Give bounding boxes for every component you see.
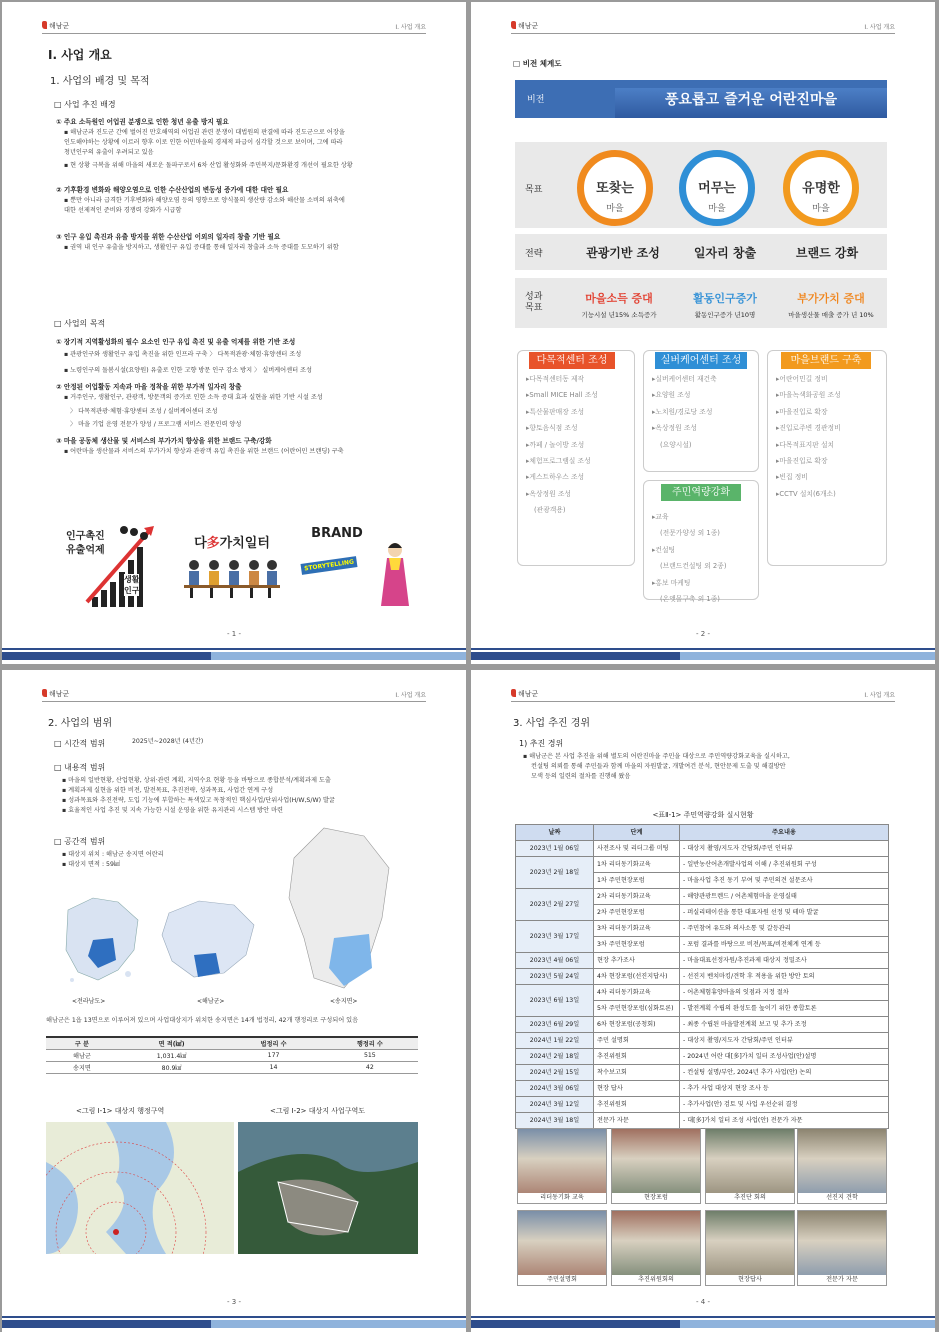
stage-cell: 현장 답사: [594, 1081, 680, 1097]
goal-label: 목표: [525, 185, 543, 195]
page-title: 2. 사업의 범위: [48, 718, 113, 729]
vision-band: [515, 80, 887, 118]
page-title: □ 비전 체계도: [513, 59, 562, 68]
content-cell: - 대[多]가치 일터 조성 사업(안) 전문가 자문: [680, 1113, 889, 1129]
content-cell: - 대상지 촬영/지도자 간담회/주민 인터뷰: [680, 1033, 889, 1049]
text: ▪ 노령인구의 돌봄시설(요양원) 유출로 인한 고향 방문 인구 감소 방지 〉 실버케어센터 조성: [64, 367, 313, 374]
page-header: [42, 688, 426, 702]
content-cell: - 선진지 벤치마킹/견학 후 적용을 위한 방안 토의: [680, 969, 889, 985]
page-1: [2, 2, 466, 664]
result-label: 성과: [525, 292, 543, 302]
content-cell: - 추가 사업 대상지 현장 조사 등: [680, 1081, 889, 1097]
list-item: (관광객용): [534, 506, 566, 515]
list-item: ▸CCTV 설치(6개소): [776, 489, 836, 498]
content-cell: - 발전계획 수립의 완성도를 높이기 위한 종합토론: [680, 1001, 889, 1017]
result-band: [515, 278, 887, 328]
photo-caption: 추진위원회의: [612, 1275, 700, 1285]
text: ▪ 관광인구와 생활인구 유입 촉진을 위한 인프라 구축 〉 다목적관광·체험·휴양센터 조성: [64, 351, 302, 358]
photo-caption: 현장포럼: [612, 1193, 700, 1203]
text: 컨설팅 의뢰를 통해 주민들과 함께 마을의 자원발굴, 개발여건 분석, 현안문제 도출 및 해결방안: [531, 763, 786, 770]
photo: [797, 1128, 887, 1204]
stage-cell: 1차 주민현장포럼: [594, 873, 680, 889]
list-item: ▸빈집 정비: [776, 473, 808, 482]
stage-cell: 6차 현장포럼(공청회): [594, 1017, 680, 1033]
content-cell: - 2024년 어란 대[多]가치 일터 조성사업(안)설명: [680, 1049, 889, 1065]
table-row: [516, 1065, 889, 1081]
list-item: ▸컨설팅: [652, 545, 676, 554]
content-cell: - 어촌체험휴양마을의 잇점과 지정 절차: [680, 985, 889, 1001]
list-item: (요양시설): [660, 440, 692, 449]
list-item: (브랜드컨설팅 외 2종): [660, 562, 727, 571]
list-item: ▸다목적표지판 설치: [776, 440, 835, 449]
date-cell: 2023년 2월 18일: [516, 857, 594, 889]
section-label: Ⅰ. 사업 개요: [864, 24, 895, 31]
map-caption: <전라남도>: [72, 998, 106, 1005]
logo: [42, 21, 69, 31]
bullet: ③ 인구 유입 촉진과 유출 방지를 위한 수산산업 이외의 일자리 창출 기반 필요: [56, 233, 281, 241]
page-2: [471, 2, 935, 664]
stage-cell: 4차 현장포럼(선진지답사): [594, 969, 680, 985]
img-label: 유출억제: [66, 545, 105, 556]
photo: [517, 1210, 607, 1286]
goal-title: 머무는: [698, 181, 736, 196]
page-title: Ⅰ. 사업 개요: [48, 48, 112, 62]
bullet: ② 안정된 어업활동 지속과 마을 정착을 위한 부가적 일자리 창출: [56, 383, 242, 391]
table-row: [516, 841, 889, 857]
page-header: [511, 20, 895, 34]
tag-1: 다목적센터 조성: [529, 352, 615, 369]
img-label: 다: [194, 536, 207, 551]
footer-bar: [471, 652, 935, 660]
table-row: [46, 1049, 418, 1061]
date-cell: 2023년 6월 13일: [516, 985, 594, 1017]
list-item: ▸다목적센터동 제작: [526, 375, 585, 383]
section-label: Ⅰ. 사업 개요: [395, 692, 426, 699]
history-table: [515, 824, 889, 1129]
list-item: ▸진입로주변 경관정비: [776, 424, 841, 433]
list-item: (전문가양성 외 1종): [660, 529, 720, 538]
list-item: ▸실버케어센터 재건축: [652, 375, 717, 383]
area: ▪ 대상지 면적 : 59㎢: [62, 861, 121, 868]
list-item: ▸옥상정원 조성: [526, 489, 571, 498]
text: 모색 등의 일련의 절차를 진행해 왔음: [531, 773, 631, 780]
stage-cell: 착수보고회: [594, 1065, 680, 1081]
content-cell: - 해양관광트렌드 / 어촌체험마을 운영실태: [680, 889, 889, 905]
table-row: [516, 1049, 889, 1065]
figure-caption: <그림 Ⅰ-1> 대상지 행정구역: [76, 1107, 165, 1115]
date-cell: 2024년 2월 15일: [516, 1065, 594, 1081]
stage-cell: 주민 설명회: [594, 1033, 680, 1049]
table-row: [516, 857, 889, 873]
list-item: ▸옥상정원 조성: [652, 424, 697, 433]
content-cell: - 추가사업(안) 검토 및 사업 우선순위 결정: [680, 1097, 889, 1113]
text: ▪ 효율적인 사업 추진 및 지속 가능한 시설 운영을 위한 유지관리 시스템 방안 마련: [62, 807, 284, 814]
table-header: [516, 825, 889, 841]
logo-icon: [42, 689, 47, 697]
date-cell: 2023년 2월 27일: [516, 889, 594, 921]
goal-sub: 마을: [812, 204, 830, 214]
text: 〉 다목적관광·체험·휴양센터 조성 / 실버케어센터 조성: [70, 408, 218, 415]
stage-cell: 추진위원회: [594, 1097, 680, 1113]
date-cell: 2023년 3월 17일: [516, 921, 594, 953]
footer-bar: [2, 1320, 466, 1328]
img-label: BRAND: [311, 526, 363, 541]
table-row: [516, 889, 889, 905]
list-item: ▸노치원/경로당 조성: [652, 407, 713, 416]
text: ▪ 마을의 일반현황, 산업현황, 상위·관련 계획, 지역수요 현황 등을 바탕으로 종합분석/계획과제 도출: [62, 777, 331, 784]
table-row: [516, 1033, 889, 1049]
project-column-3: [767, 350, 887, 566]
list-item: ▸마을진입로 확장: [776, 407, 828, 416]
stage-cell: 4차 리더동기화교육: [594, 985, 680, 1001]
list-item: ▸마을진입로 확장: [776, 457, 828, 466]
date-cell: 2024년 3월 12일: [516, 1097, 594, 1113]
heading-content: □ 내용적 범위: [54, 763, 106, 772]
subtitle: 1) 추진 경위: [519, 739, 564, 748]
photo-caption: 전문가 자문: [798, 1275, 886, 1285]
list-item: ▸홍보 마케팅: [652, 578, 691, 587]
brand-illustration: [297, 526, 417, 611]
cell: 177: [225, 1049, 321, 1061]
table-header: [46, 1037, 418, 1049]
goal-1: [577, 150, 653, 226]
img-label: STORYTELLING: [301, 556, 358, 575]
page-number: - 2 -: [696, 630, 710, 638]
hanbok-figure-icon: [297, 526, 417, 611]
table-row: [516, 1097, 889, 1113]
page-header: [42, 20, 426, 34]
img-label: 생활: [124, 575, 140, 584]
bullet: ③ 마을 공동체 생산물 및 서비스의 부가가치 향상을 위한 브랜드 구축/강화: [56, 437, 272, 445]
page-title: 3. 사업 추진 경위: [513, 718, 591, 729]
text: ▪ 계획과제 실현을 위한 비전, 발전목표, 추진전략, 성과목표, 사업간 연계 구성: [62, 787, 274, 794]
result-3: 부가가치 증대: [797, 292, 865, 305]
text: ▪ 권역 내 인구 유출을 방지하고, 생활인구 유입 증대를 통해 일자리 창출과 소득 증대를 도모하기 위함: [64, 244, 339, 251]
heading-purpose: □ 사업의 목적: [54, 319, 106, 328]
content-cell: - 대상지 촬영/지도자 간담회/주민 인터뷰: [680, 841, 889, 857]
goal-title: 또찾는: [596, 181, 634, 196]
stage-cell: 2차 리더동기화교육: [594, 889, 680, 905]
stage-cell: 2차 주민현장포럼: [594, 905, 680, 921]
date-cell: 2023년 5월 24일: [516, 969, 594, 985]
text: 인도해야하는 상황에 이르러 향후 이로 인한 어민마을의 경제적 파급이 심각할 것으로 보이며, 그에 따라: [64, 139, 343, 146]
result-label: 목표: [525, 303, 543, 313]
img-label: 인구촉진: [66, 531, 105, 542]
cell: 14: [225, 1061, 321, 1073]
img-label: 인구: [124, 586, 140, 595]
people-icon: [182, 551, 282, 601]
text: ▪ 해남군은 본 사업 추진을 위해 별도의 어란진마을 주민을 대상으로 주민역량강화교육을 실시하고,: [523, 753, 790, 760]
bullet: ② 기후환경 변화와 해양오염으로 인한 수산산업의 변동성 증가에 대한 대안 필요: [56, 186, 289, 194]
content-cell: - 마을사업 추진 동기 부여 및 주민의견 설문조사: [680, 873, 889, 889]
strategy-3: 브랜드 강화: [795, 246, 859, 260]
content-cell: - 퍼실리테이션을 통한 대표자원 선정 및 테마 발굴: [680, 905, 889, 921]
content-cell: - 컨설팅 설명/부안, 2024년 추가 사업(안) 논의: [680, 1065, 889, 1081]
cell: 80.9㎢: [118, 1061, 226, 1073]
th: 단계: [594, 825, 680, 841]
subtitle: 1. 사업의 배경 및 목적: [50, 76, 150, 87]
goal-3: [783, 150, 859, 226]
cell: 42: [322, 1061, 418, 1073]
strategy-band: [515, 234, 887, 270]
date-cell: 2024년 3월 18일: [516, 1113, 594, 1129]
k2-list: [652, 371, 756, 453]
page-number: - 1 -: [227, 630, 241, 638]
stage-cell: 전문가 자문: [594, 1113, 680, 1129]
text: 대한 선제적인 준비와 경쟁력 강화가 시급함: [64, 207, 182, 214]
result-2: 활동인구증가: [693, 292, 757, 305]
section-label: Ⅰ. 사업 개요: [864, 692, 895, 699]
goal-title: 유명한: [802, 181, 840, 196]
photo-caption: 선진지 견학: [798, 1193, 886, 1203]
heading-space: □ 공간적 범위: [54, 837, 106, 846]
table-row: [516, 1113, 889, 1129]
stage-cell: 사전조사 및 리더그룹 미팅: [594, 841, 680, 857]
photo: [517, 1128, 607, 1204]
table-row: [516, 985, 889, 1001]
photo-caption: 현장답사: [706, 1275, 794, 1285]
aerial-photo-image: [238, 1122, 418, 1254]
list-item: (온앳몰구축 외 1종): [660, 595, 720, 604]
footer-line: [471, 648, 935, 650]
text: ▪ 성과목표와 추진전략, 도입 기능에 부합하는 특색있고 독창적인 핵심사업/단위사업(H/W,S/W) 발굴: [62, 797, 335, 804]
haenam-map-icon: [154, 895, 264, 985]
text: ▪ 해남군과 진도군 간에 벌어진 만호해역의 어업권 관련 분쟁이 대법원의 판결에 따라 진도군으로 어장을: [64, 129, 345, 136]
photo: [797, 1210, 887, 1286]
photo-caption: 추진단 회의: [706, 1193, 794, 1203]
k3-list: [776, 371, 884, 502]
page-number: - 4 -: [696, 1298, 710, 1306]
logo-text: 해남군: [518, 22, 539, 30]
page-header: [511, 688, 895, 702]
th: 주요내용: [680, 825, 889, 841]
cell: 해남군: [46, 1049, 118, 1061]
list-item: ▸체험프로그램실 조성: [526, 457, 591, 466]
section-label: Ⅰ. 사업 개요: [395, 24, 426, 31]
k4-list: [652, 509, 756, 607]
list-item: ▸마을녹색화공원 조성: [776, 391, 841, 400]
tag-2: 실버케어센터 조성: [655, 352, 747, 369]
page-number: - 3 -: [227, 1298, 241, 1306]
stage-cell: 1차 리더동기화교육: [594, 857, 680, 873]
stage-cell: 5차 주민현장포럼(심화토론): [594, 1001, 680, 1017]
songji-map-icon: [274, 818, 404, 998]
footer-bar: [2, 652, 466, 660]
tag-3: 마을브랜드 구축: [781, 352, 871, 369]
area-table: [46, 1036, 418, 1074]
text: ▪ 뿐만 아니라 급격한 기후변화와 해양오염 등의 영향으로 양식물의 생산량 감소와 해산물 소비의 위축에: [64, 197, 345, 204]
footer-line: [2, 648, 466, 650]
bullet: ① 장기적 지역활성화의 필수 요소인 인구 유입 촉진 및 유출 억제를 위한 기반 조성: [56, 338, 296, 346]
strategy-label: 전략: [525, 249, 543, 259]
strategy-1: 관광기반 조성: [586, 246, 660, 260]
vision-text: 풍요롭고 즐거운 어란진마을: [615, 88, 887, 118]
cell: 송지면: [46, 1061, 118, 1073]
goal-sub: 마을: [606, 204, 624, 214]
goal-sub: 마을: [708, 204, 726, 214]
location: ▪ 대상지 위치 : 해남군 송지면 어란리: [62, 851, 164, 858]
photo: [705, 1210, 795, 1286]
content-cell: - 일반농산어촌개발사업의 이해 / 추진위원회 구성: [680, 857, 889, 873]
content-cell: - 주민참여 유도와 의사소통 및 갈등관리: [680, 921, 889, 937]
logo-icon: [42, 21, 47, 29]
list-item: ▸특산물판매장 조성: [526, 407, 585, 416]
stage-cell: 3차 리더동기화교육: [594, 921, 680, 937]
time-range: 2025년~2028년 (4년간): [132, 738, 204, 745]
date-cell: 2023년 6월 29일: [516, 1017, 594, 1033]
tag-4: 주민역량강화: [661, 484, 741, 501]
logo: [511, 21, 538, 31]
photo: [611, 1128, 701, 1204]
date-cell: 2024년 3월 06일: [516, 1081, 594, 1097]
content-cell: - 최종 수립된 마을발전계획 보고 및 추가 조정: [680, 1017, 889, 1033]
photo-caption: 주민설명회: [518, 1275, 606, 1285]
date-cell: 2024년 1월 22일: [516, 1033, 594, 1049]
footer-line: [471, 1316, 935, 1318]
list-item: ▸게스트하우스 조성: [526, 473, 585, 482]
logo-icon: [511, 689, 516, 697]
table-row: [516, 1017, 889, 1033]
th: 구 분: [46, 1037, 118, 1049]
table-row: [516, 953, 889, 969]
list-item: ▸까페 / 놀이방 조성: [526, 440, 585, 449]
logo: [511, 689, 538, 699]
img-label: 가치일터: [219, 536, 270, 551]
logo-text: 해남군: [49, 22, 70, 30]
logo-text: 해남군: [49, 690, 70, 698]
list-item: ▸어란어민길 정비: [776, 375, 828, 383]
th: 행정리 수: [322, 1037, 418, 1049]
stage-cell: 추진위원회: [594, 1049, 680, 1065]
page-3: [2, 670, 466, 1332]
map-caption: <송지면>: [330, 998, 358, 1005]
table-row: [46, 1061, 418, 1073]
jeonnam-map-icon: [58, 890, 148, 990]
figure-caption: <그림 Ⅰ-2> 대상지 사업구역도: [270, 1107, 366, 1115]
logo: [42, 689, 69, 699]
result-2-sub: 활동인구증가 년10명: [694, 311, 756, 319]
text: 청년인구의 유출이 우려되고 있음: [64, 149, 154, 156]
photo: [705, 1128, 795, 1204]
project-column-1: [517, 350, 635, 566]
photo: [611, 1210, 701, 1286]
growth-illustration: [62, 522, 162, 612]
list-item: ▸향토음식점 조성: [526, 424, 578, 433]
table-row: [516, 921, 889, 937]
photo-caption: 리더동기화 교육: [518, 1193, 606, 1203]
page-4: [471, 670, 935, 1332]
result-3-sub: 마을생산물 매출 증가 년 10%: [788, 311, 874, 319]
footer-bar: [471, 1320, 935, 1328]
th: 날짜: [516, 825, 594, 841]
result-1-sub: 기능시설 년15% 소득증가: [581, 311, 657, 319]
heading-background: □ 사업 추진 배경: [54, 100, 116, 109]
date-cell: 2023년 1월 06일: [516, 841, 594, 857]
result-1: 마을소득 증대: [585, 292, 653, 305]
list-item: ▸교육: [652, 513, 669, 521]
th: 법정리 수: [225, 1037, 321, 1049]
content-cell: - 포럼 결과를 바탕으로 비전/목표/비전체계 연계 등: [680, 937, 889, 953]
cell: 515: [322, 1049, 418, 1061]
footer-line: [2, 1316, 466, 1318]
map-caption: <해남군>: [197, 998, 225, 1005]
stage-cell: 3차 주민현장포럼: [594, 937, 680, 953]
admin-map-image: [46, 1122, 234, 1254]
list-item: ▸요양원 조성: [652, 391, 691, 400]
text: ▪ 어란마을 생산물과 서비스의 부가가치 향상과 관광객 유입 촉진을 위한 브랜드 (어란어민 브랜딩) 구축: [64, 448, 344, 455]
table-row: [516, 969, 889, 985]
date-cell: 2023년 4월 06일: [516, 953, 594, 969]
text: 〉 마을 기업 운영 전문가 양성 / 프로그램 서비스 전문인력 양성: [70, 421, 242, 428]
text: ▪ 현 상황 극복을 위해 마을의 새로운 돌파구로서 6차 산업 활성화와 주민복지/문화환경 개선이 필요한 상황: [64, 162, 353, 169]
table-caption: <표Ⅱ-1> 주민역량강화 실시현황: [652, 811, 754, 819]
text: ▪ 거주인구, 생활인구, 관광객, 방문객의 증가로 인한 소득 증대 효과 실현을 위한 기반 시설 조성: [64, 394, 323, 401]
workplace-illustration: [182, 532, 282, 607]
vision-label: 비전: [527, 95, 545, 105]
logo-icon: [511, 21, 516, 29]
table-row: [516, 1081, 889, 1097]
goal-2: [679, 150, 755, 226]
heading-time: □ 시간적 범위: [54, 739, 106, 748]
stage-cell: 현장 추가조사: [594, 953, 680, 969]
img-label: 多: [206, 536, 220, 551]
bullet: ① 주요 소득원인 어업권 분쟁으로 인한 청년 유출 방지 필요: [56, 118, 229, 126]
content-cell: - 마을대표선정자원/추진과제 대상지 정밀조사: [680, 953, 889, 969]
th: 면 적(㎢): [118, 1037, 226, 1049]
strategy-2: 일자리 창출: [693, 246, 757, 260]
list-item: ▸Small MICE Hall 조성: [526, 391, 598, 400]
k1-list: [526, 371, 630, 519]
date-cell: 2024년 2월 18일: [516, 1049, 594, 1065]
cell: 1,031.4㎢: [118, 1049, 226, 1061]
logo-text: 해남군: [518, 690, 539, 698]
note: 해남군은 1읍 13면으로 이루어져 있으며 사업대상지가 위치한 송지면은 14개 법정리, 42개 행정리로 구성되어 있음: [46, 1017, 359, 1024]
